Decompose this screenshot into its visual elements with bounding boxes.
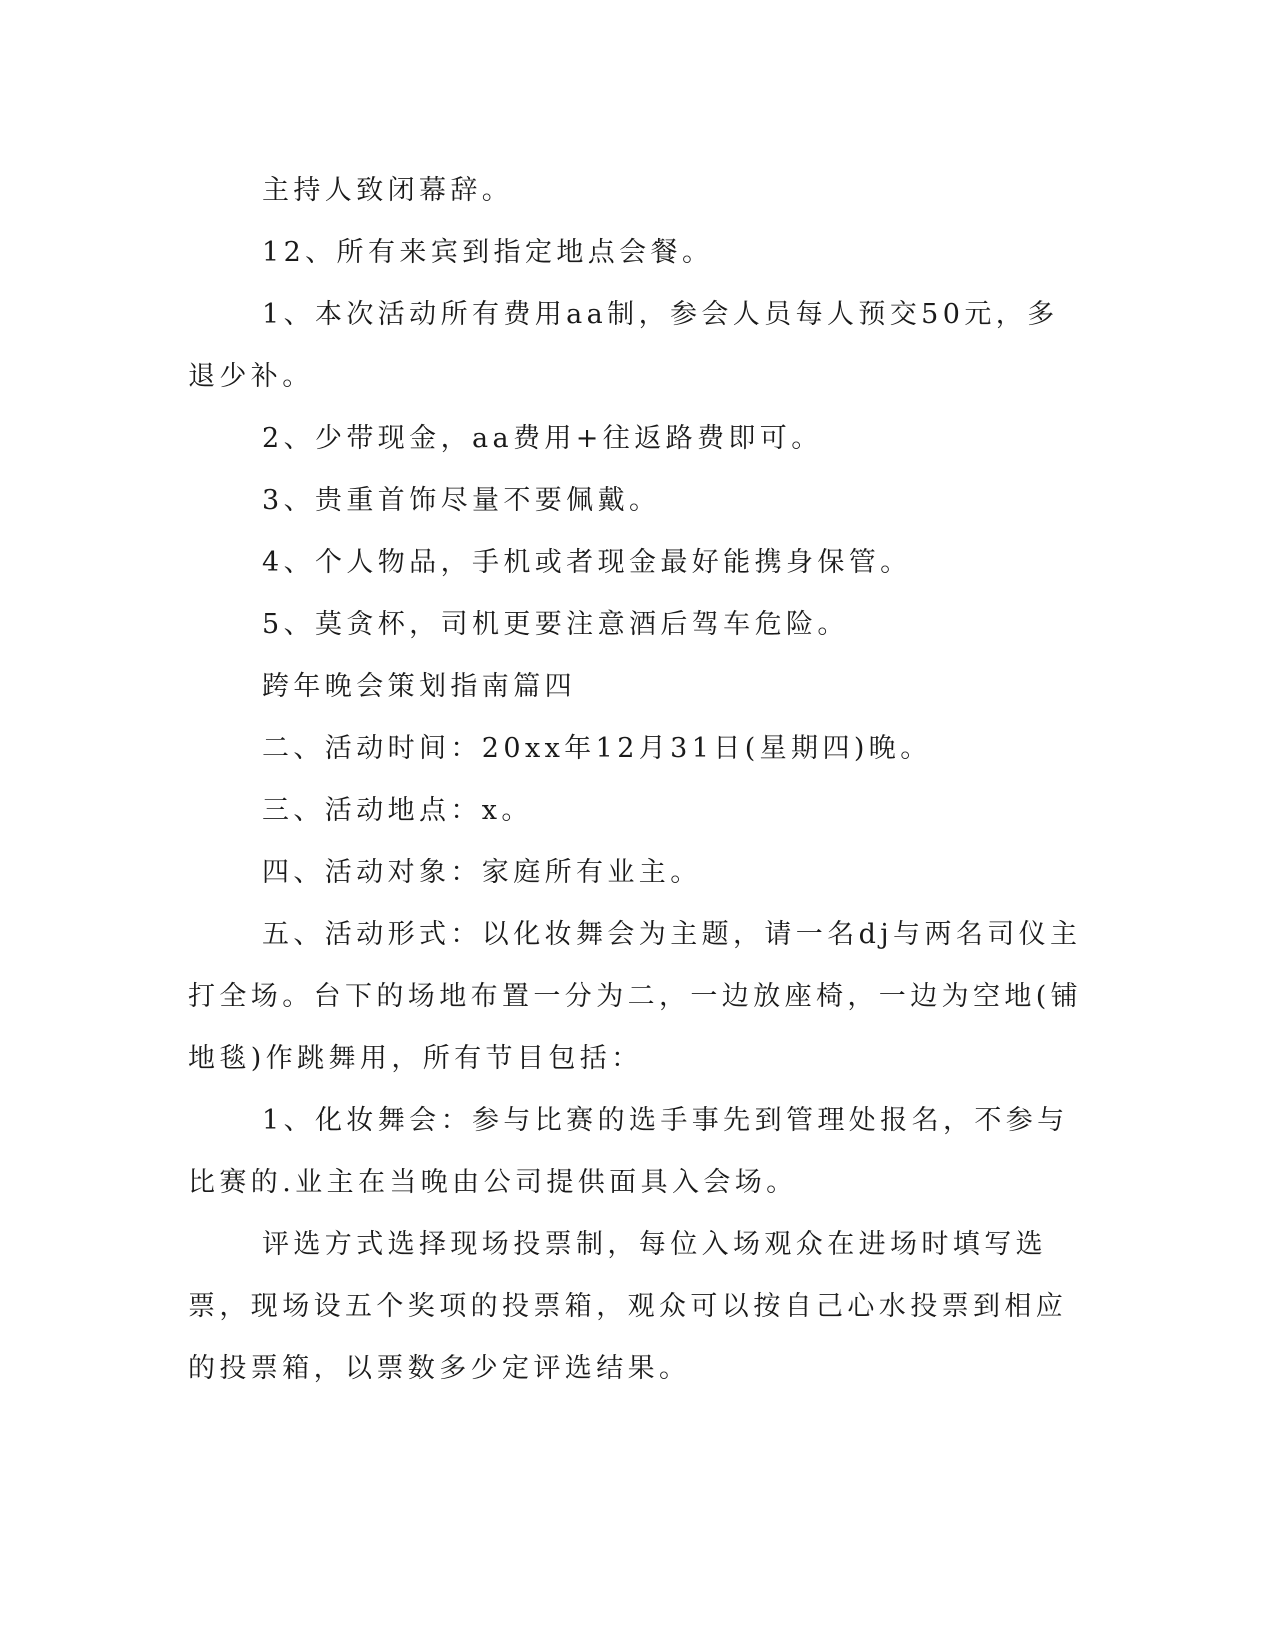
paragraph-note-4-belongings: 4、个人物品，手机或者现金最好能携身保管。 [262,547,912,578]
paragraph-masquerade: 1、化妆舞会：参与比赛的选手事先到管理处报名，不参与比赛的.业主在当晚由公司提供面具入会场。 [188,1105,1069,1198]
section-heading-part-four: 跨年晚会策划指南篇四 [262,671,576,702]
document-body [188,160,1088,1400]
paragraph-closing-speech: 主持人致闭幕辞。 [262,175,514,206]
paragraph-note-2-cash: 2、少带现金，aa费用+往返路费即可。 [262,423,823,454]
paragraph-note-3-jewelry: 3、贵重首饰尽量不要佩戴。 [262,485,661,516]
paragraph-event-audience: 四、活动对象：家庭所有业主。 [262,857,702,888]
paragraph-event-location: 三、活动地点：x。 [262,795,533,826]
paragraph-event-time: 二、活动时间：20xx年12月31日(星期四)晚。 [262,733,932,764]
paragraph-voting-method: 评选方式选择现场投票制，每位入场观众在进场时填写选票，现场设五个奖项的投票箱，观众可以按自己心水投票到相应的投票箱，以票数多少定评选结果。 [188,1229,1068,1384]
paragraph-note-5-drinking: 5、莫贪杯，司机更要注意酒后驾车危险。 [262,609,849,640]
paragraph-event-format: 五、活动形式：以化妆舞会为主题，请一名dj与两名司仪主打全场。台下的场地布置一分为二，一边放座椅，一边为空地(铺地毯)作跳舞用，所有节目包括： [188,919,1083,1074]
paragraph-item-12-dinner: 12、所有来宾到指定地点会餐。 [262,237,714,268]
paragraph-note-1-fees: 1、本次活动所有费用aa制，参会人员每人预交50元，多退少补。 [188,299,1059,392]
